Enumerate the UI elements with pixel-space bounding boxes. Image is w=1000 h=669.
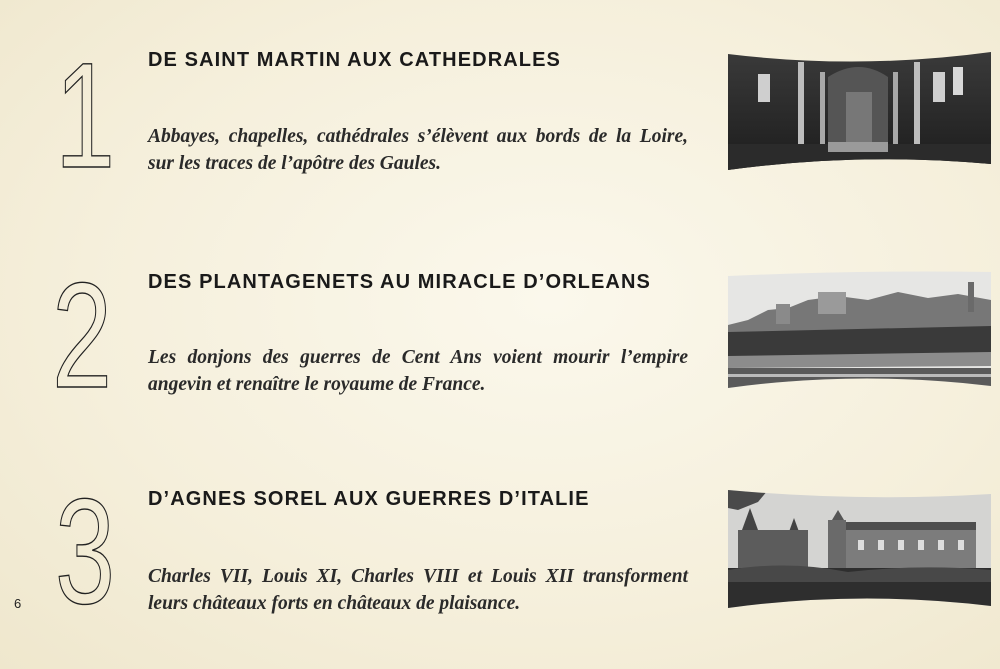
castle-on-river-photo (728, 270, 991, 390)
section-1-text: Abbayes, chapelles, cathédrales s’élèvent aux bords de la Loire, sur les traces de l’apôtre des Gaules. (148, 126, 688, 174)
section-2-heading: DES PLANTAGENETS AU MIRACLE D’ORLEANS (148, 271, 651, 293)
cathedral-interior-photo (728, 52, 991, 172)
section-number-2: 2 (52, 251, 113, 419)
page-number: 6 (14, 596, 22, 611)
section-3-text: Charles VII, Louis XI, Charles VIII et Louis XII transforment leurs châteaux forts en châteaux de plaisance. (148, 566, 688, 614)
section-number-1: 1 (55, 31, 116, 199)
section-number-3: 3 (55, 467, 116, 635)
section-1-heading: DE SAINT MARTIN AUX CATHEDRALES (148, 49, 561, 71)
chateau-photo (728, 490, 991, 610)
section-2-text: Les donjons des guerres de Cent Ans voient mourir l’empire angevin et renaître le royaume de France. (148, 347, 688, 395)
section-3-heading: D’AGNES SOREL AUX GUERRES D’ITALIE (148, 488, 590, 510)
